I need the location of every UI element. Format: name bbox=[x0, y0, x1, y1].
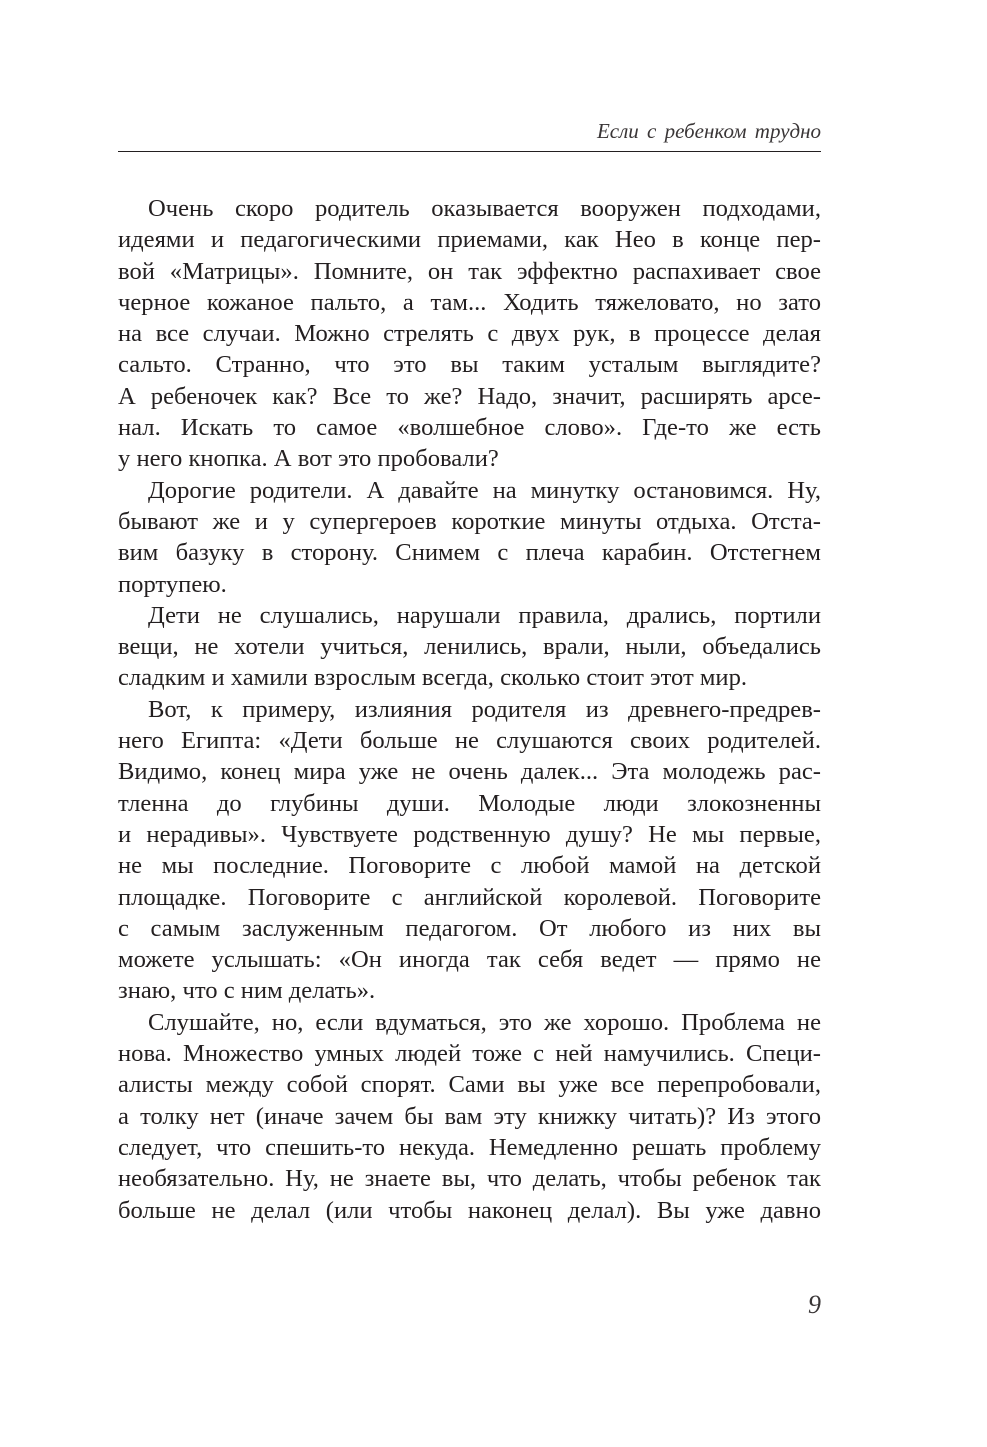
body-text bbox=[118, 193, 821, 1226]
text-line: Дорогие родители. А давайте на минутку остановимся. Ну, bbox=[148, 476, 821, 504]
text-line: Видимо, конец мира уже не очень далек... Эта молодежь рас- bbox=[118, 758, 821, 786]
text-line: и нерадивы». Чувствуете родственную душу? Не мы первые, bbox=[118, 820, 821, 848]
text-line: а толку нет (иначе зачем бы вам эту книжку читать)? Из этого bbox=[118, 1102, 821, 1130]
text-line: следует, что спешить-то некуда. Немедленно решать проблему bbox=[118, 1133, 821, 1161]
text-line: Вот, к примеру, излияния родителя из древнего-предрев- bbox=[148, 695, 821, 723]
text-line: вещи, не хотели учиться, ленились, врали, ныли, объедались bbox=[118, 633, 821, 661]
text-line: больше не делал (или чтобы наконец делал). Вы уже давно bbox=[118, 1196, 821, 1224]
text-line: нова. Множество умных людей тоже с ней намучились. Специ- bbox=[118, 1040, 821, 1068]
page-number: 9 bbox=[808, 1290, 821, 1319]
text-line: нал. Искать то самое «волшебное слово». Где-то же есть bbox=[118, 414, 821, 442]
text-line: вой «Матрицы». Помните, он так эффектно распахивает свое bbox=[118, 257, 821, 285]
text-line: с самым заслуженным педагогом. От любого из них вы bbox=[118, 914, 821, 942]
text-line: знаю, что с ним делать». bbox=[118, 977, 376, 1005]
text-line: идеями и педагогическими приемами, как Нео в конце пер- bbox=[118, 226, 821, 254]
text-line: алисты между собой спорят. Сами вы уже все перепробовали, bbox=[118, 1071, 821, 1099]
text-line: сладким и хамили взрослым всегда, сколько стоит этот мир. bbox=[118, 664, 748, 692]
text-line: на все случаи. Можно стрелять с двух рук, в процессе делая bbox=[118, 320, 821, 348]
text-line: черное кожаное пальто, а там... Ходить тяжеловато, но зато bbox=[118, 288, 821, 316]
paragraph bbox=[118, 1007, 821, 1226]
paragraph bbox=[118, 600, 821, 694]
text-line: вим базуку в сторону. Снимем с плеча карабин. Отстегнем bbox=[118, 539, 821, 567]
text-line: сальто. Странно, что это вы таким усталым выглядите? bbox=[118, 351, 821, 379]
text-line: необязательно. Ну, не знаете вы, что делать, чтобы ребенок так bbox=[118, 1165, 821, 1193]
text-line: портупею. bbox=[118, 570, 227, 598]
text-line: него Египта: «Дети больше не слушаются своих родителей. bbox=[118, 727, 821, 755]
text-line: площадке. Поговорите с английской королевой. Поговорите bbox=[118, 883, 821, 911]
running-header: Если с ребенком трудно bbox=[596, 119, 821, 143]
text-line: не мы последние. Поговорите с любой мамой на детской bbox=[118, 852, 821, 880]
paragraph bbox=[118, 475, 821, 600]
paragraph bbox=[118, 694, 821, 1007]
text-line: А ребеночек как? Все то же? Надо, значит, расширять арсе- bbox=[118, 382, 821, 410]
text-line: тленна до глубины души. Молодые люди злокозненны bbox=[118, 789, 821, 817]
text-line: бывают же и у супергероев короткие минуты отдыха. Отста- bbox=[118, 507, 821, 535]
text-line: Дети не слушались, нарушали правила, дрались, портили bbox=[148, 601, 821, 629]
text-line: Слушайте, но, если вдуматься, это же хорошо. Проблема не bbox=[148, 1008, 821, 1036]
paragraph bbox=[118, 193, 821, 475]
text-line: можете услышать: «Он иногда так себя ведет — прямо не bbox=[118, 946, 821, 974]
text-line: у него кнопка. А вот это пробовали? bbox=[118, 445, 499, 473]
text-line: Очень скоро родитель оказывается вооружен подходами, bbox=[148, 195, 821, 222]
header-rule bbox=[118, 151, 821, 152]
